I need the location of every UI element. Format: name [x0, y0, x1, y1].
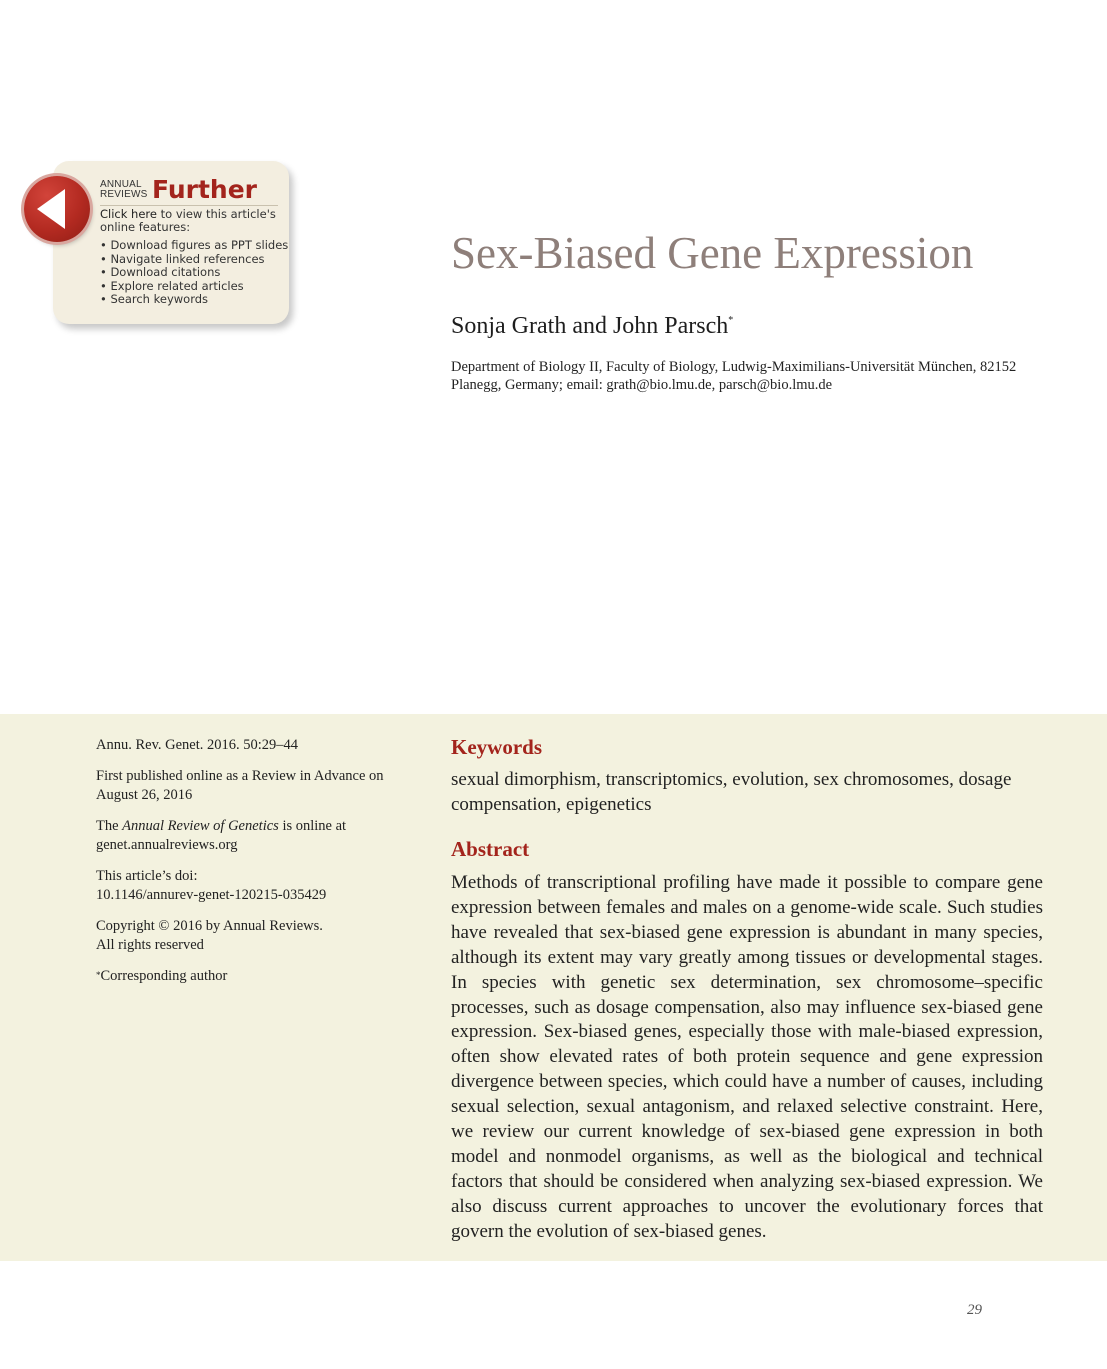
- feature-search-keywords[interactable]: • Search keywords: [100, 293, 288, 307]
- further-divider: [100, 205, 278, 206]
- brand-reviews: REVIEWS: [100, 189, 148, 200]
- doi-block: [96, 867, 416, 905]
- feature-download-citations[interactable]: • Download citations: [100, 266, 288, 280]
- copyright-block: [96, 917, 416, 955]
- further-features-list: [100, 239, 288, 307]
- journal-name: Annual Review of Genetics: [122, 818, 279, 834]
- feature-download-figures[interactable]: • Download figures as PPT slides: [100, 239, 288, 253]
- keywords-text: sexual dimorphism, transcriptomics, evolution, sex chromosomes, dosage compensation, epigenetics: [451, 769, 1012, 815]
- doi-value: 10.1146/annurev-genet-120215-035429: [96, 887, 327, 903]
- publication-date: First published online as a Review in Advance on August 26, 2016: [96, 768, 384, 803]
- copyright: Copyright © 2016 by Annual Reviews.: [96, 918, 323, 934]
- feature-related-articles[interactable]: • Explore related articles: [100, 280, 288, 294]
- corresponding-note-mark: *: [96, 970, 101, 980]
- online-post: is online at genet.annualreviews.org: [96, 818, 347, 853]
- further-arrow-icon[interactable]: [24, 176, 90, 242]
- brand-annual-reviews: [100, 180, 148, 200]
- click-here-link[interactable]: Click here: [100, 207, 157, 221]
- online-pre: The: [96, 818, 123, 834]
- abstract-heading: Abstract: [451, 837, 530, 861]
- article-info-sidebar: [96, 736, 416, 998]
- brand-further: Further: [152, 175, 257, 204]
- rights: All rights reserved: [96, 937, 204, 953]
- abstract-text: Methods of transcriptional profiling have made it possible to compare gene expression between females and males on a genome-wide scale. Such studies have revealed that sex-biased gene expression is abundant in many species, although its extent may vary greatly among tissues or developmental stages. In species with genetic sex determination, sex chromosome–specific processes, such as dosage compensation, also may influence sex-biased gene expression. Sex-biased genes, especially those with male-biased expression, often show elevated rates of both protein sequence and gene expression divergence between species, which could have a number of causes, including sexual selection, sexual antagonism, and relaxed selective constraint. Here, we review our current knowledge of sex-biased gene expression in both model and nonmodel organisms, as well as the biological and technical factors that should be considered when analyzing sex-biased expression. We also discuss current approaches to uncover the evolutionary forces that govern the evolution of sex-biased genes.: [451, 872, 1043, 1242]
- feature-linked-references[interactable]: • Navigate linked references: [100, 253, 288, 267]
- corresponding-mark: *: [728, 315, 734, 326]
- annual-reviews-further-logo: [100, 175, 257, 204]
- corresponding-note-text: Corresponding author: [100, 968, 228, 984]
- doi-label: This article’s doi:: [96, 868, 198, 884]
- author-names: Sonja Grath and John Parsch: [451, 313, 729, 339]
- journal-citation: Annu. Rev. Genet. 2016. 50:29–44: [96, 737, 299, 753]
- corresponding-author-note: [96, 967, 416, 986]
- article-title: Sex-Biased Gene Expression: [451, 228, 974, 278]
- journal-online: [96, 817, 416, 855]
- page-number: 29: [967, 1302, 982, 1318]
- keywords-heading: Keywords: [451, 735, 542, 759]
- author-affiliation: Department of Biology II, Faculty of Biology, Ludwig-Maximilians-Universität München, 82152 Planegg, Germany; email: grath@bio.lmu.de, parsch@bio.lmu.de: [451, 359, 1017, 393]
- brand-annual: ANNUAL: [100, 179, 142, 190]
- article-authors: [451, 313, 733, 340]
- click-here-rest: to view this article's online features:: [100, 207, 276, 234]
- main-column: [451, 733, 1043, 1245]
- further-click-text: [100, 208, 280, 234]
